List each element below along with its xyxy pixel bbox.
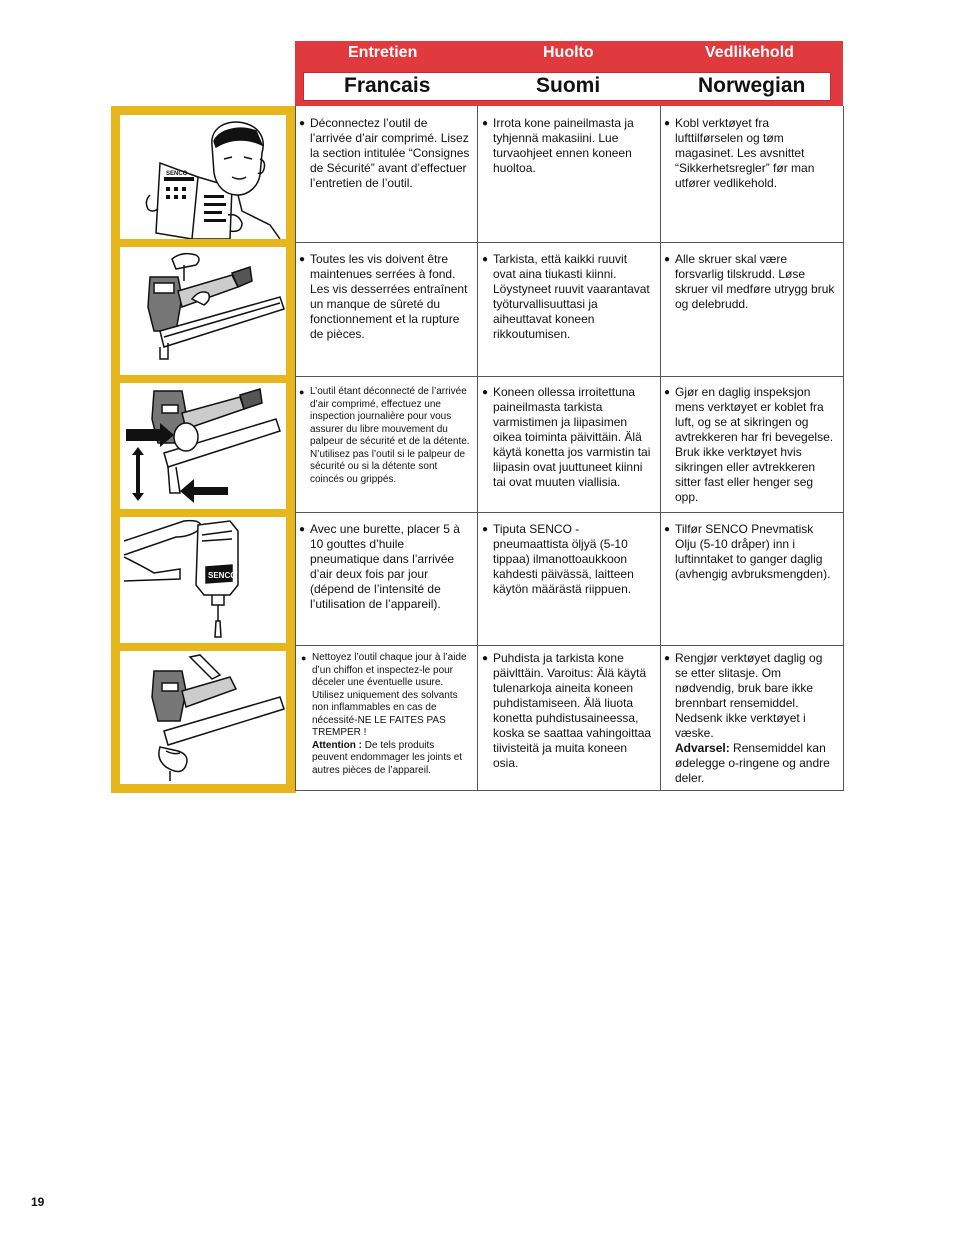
- row-divider: [295, 512, 843, 513]
- warning-label: Advarsel:: [675, 741, 730, 755]
- bullet-icon: ●: [664, 387, 671, 398]
- bullet-icon: ●: [482, 524, 489, 535]
- bullet-icon: ●: [664, 524, 671, 535]
- cleaning-cloth-icon: [120, 651, 286, 784]
- bullet-icon: ●: [299, 118, 306, 129]
- page-number: 19: [31, 1195, 45, 1209]
- column-divider: [477, 106, 478, 790]
- row-divider: [295, 242, 843, 243]
- bullet-icon: ●: [664, 254, 671, 265]
- row-divider: [295, 645, 843, 646]
- row5-no: ● Rengjør verktøyet daglig og se etter slitasje. Om nødvendig, bruk bare ikke brennbart rensemiddel. Nedsenk ikke verktøyet i væske. Advarsel: Rensemiddel kan ødelegge o-ringene og andre deler.: [664, 651, 830, 785]
- row-divider: [295, 376, 843, 377]
- bullet-icon: ●: [482, 118, 489, 129]
- bullet-icon: ●: [299, 387, 305, 397]
- section-title-fr: Entretien: [348, 44, 418, 61]
- man-reading-manual-icon: [120, 115, 286, 239]
- bullet-icon: ●: [664, 653, 671, 664]
- oil-bottle-icon: [120, 517, 286, 643]
- row2-fi: ● Tarkista, että kaikki ruuvit ovat aina tiukasti kiinni. Löystyneet ruuvit vaarantavat työturvallisuuttasi ja aiheuttavat koneen rikkoutumisen.: [482, 252, 650, 341]
- manual-label: SENCO: [166, 171, 188, 177]
- bullet-icon: ●: [482, 387, 489, 398]
- language-no: Norwegian: [698, 74, 806, 97]
- row3-fi: ● Koneen ollessa irroitettuna paineilmasta tarkista varmistimen ja liipasimen oikea toiminta päivittäin. Älä käytä konetta jos varmistin tai liipasin ovat juuttuneet kiinni tai ovat muuten viallisia.: [482, 385, 651, 489]
- column-divider: [660, 106, 661, 790]
- bullet-icon: ●: [299, 524, 306, 535]
- row1-no: ● Kobl verktøyet fra lufttilførselen og tøm magasinet. Les avsnittet “Sikkerhetsregler” før man utfører vedlikehold.: [664, 116, 815, 190]
- bullet-icon: ●: [482, 653, 489, 664]
- row1-fi: ● Irrota kone paineilmasta ja tyhjennä makasiini. Lue turvaohjeet ennen koneen huoltoa.: [482, 116, 634, 175]
- language-fi: Suomi: [536, 74, 601, 97]
- row4-fr: ● Avec une burette, placer 5 à 10 gouttes d’huile pneumatique dans l’arrivée d’air deux fois par jour (dépend de l’intensité de l’utilisation de l’appareil).: [299, 522, 460, 611]
- bullet-icon: ●: [299, 254, 306, 265]
- row4-fi: ● Tiputa SENCO - pneumaattista öljyä (5-10 tippaa) ilmanottoaukkoon kahdesti päivässä, laitteen käytön määrästä riippuen.: [482, 522, 634, 596]
- row3-no: ● Gjør en daglig inspeksjon mens verktøyet er koblet fra luft, og se at sikringen og avtrekkeren har fri bevegelse. Bruk ikke verktøyet hvis sikringen eller avtrekkeren sitter fast eller henger seg opp.: [664, 385, 834, 504]
- safety-inspection-icon: [120, 383, 286, 509]
- warning-label: Attention :: [312, 739, 362, 751]
- oil-bottle-label: SENCO: [208, 571, 237, 580]
- illustration-column: [111, 106, 296, 793]
- bullet-icon: ●: [482, 254, 489, 265]
- bullet-icon: ●: [664, 118, 671, 129]
- row2-no: ● Alle skruer skal være forsvarlig tilskrudd. Løse skruer vil medføre utrygg bruk og delebrudd.: [664, 252, 835, 311]
- row5-fr: ● Nettoyez l’outil chaque jour à l’aide d’un chiffon et inspectez-le pour déceler une éventuelle usure. Utilisez uniquement des solvants non inflammables en cas de nécessité-NE LE FAITES PAS TREMPER ! Attention : De tels produits peuvent endommager les joints et autres pièces de l’appareil.: [301, 652, 467, 776]
- language-fr: Francais: [344, 74, 431, 97]
- row5-fi: ● Puhdista ja tarkista kone päivlttäin. Varoitus: Älä käytä tulenarkoja aineita koneen puhdistamiseen. Älä liuota konetta puhdistusaineessa, koska se saattaa vahingoittaa tiivisteitä ja muita koneen osia.: [482, 651, 652, 770]
- row1-fr: ● Déconnectez l’outil de l’arrivée d’air comprimé. Lisez la section intitulée “Consignes de Sécurité” avant d’effectuer l’entretien de l’outil.: [299, 116, 470, 190]
- row3-fr: ● L’outil étant déconnecté de l’arrivée d’air comprimé, effectuez une inspection journalière pour vous assurer du libre mouvement du palpeur de sécurité et de la détente. N’utilisez pas l’outil si le palpeur de sécurité ou si la détente sont coincés ou grippés.: [299, 386, 470, 485]
- bullet-icon: ●: [301, 653, 307, 663]
- maintenance-table: [295, 106, 844, 791]
- row4-no: ● Tilfør SENCO Pnevmatisk Olju (5-10 dråper) inn i luftinntaket to ganger daglig (avhengig avbruksmengden).: [664, 522, 831, 581]
- row2-fr: ● Toutes les vis doivent être maintenues serrées à fond. Les vis desserrées entraînent un manque de sûreté du fonctionnement et la rupture de pièces.: [299, 252, 468, 341]
- language-box: [303, 72, 831, 101]
- section-title-fi: Huolto: [543, 44, 594, 61]
- column-divider: [295, 106, 296, 790]
- section-title-no: Vedlikehold: [705, 44, 794, 61]
- header-band: [295, 41, 843, 106]
- tool-tighten-screws-icon: [120, 247, 286, 375]
